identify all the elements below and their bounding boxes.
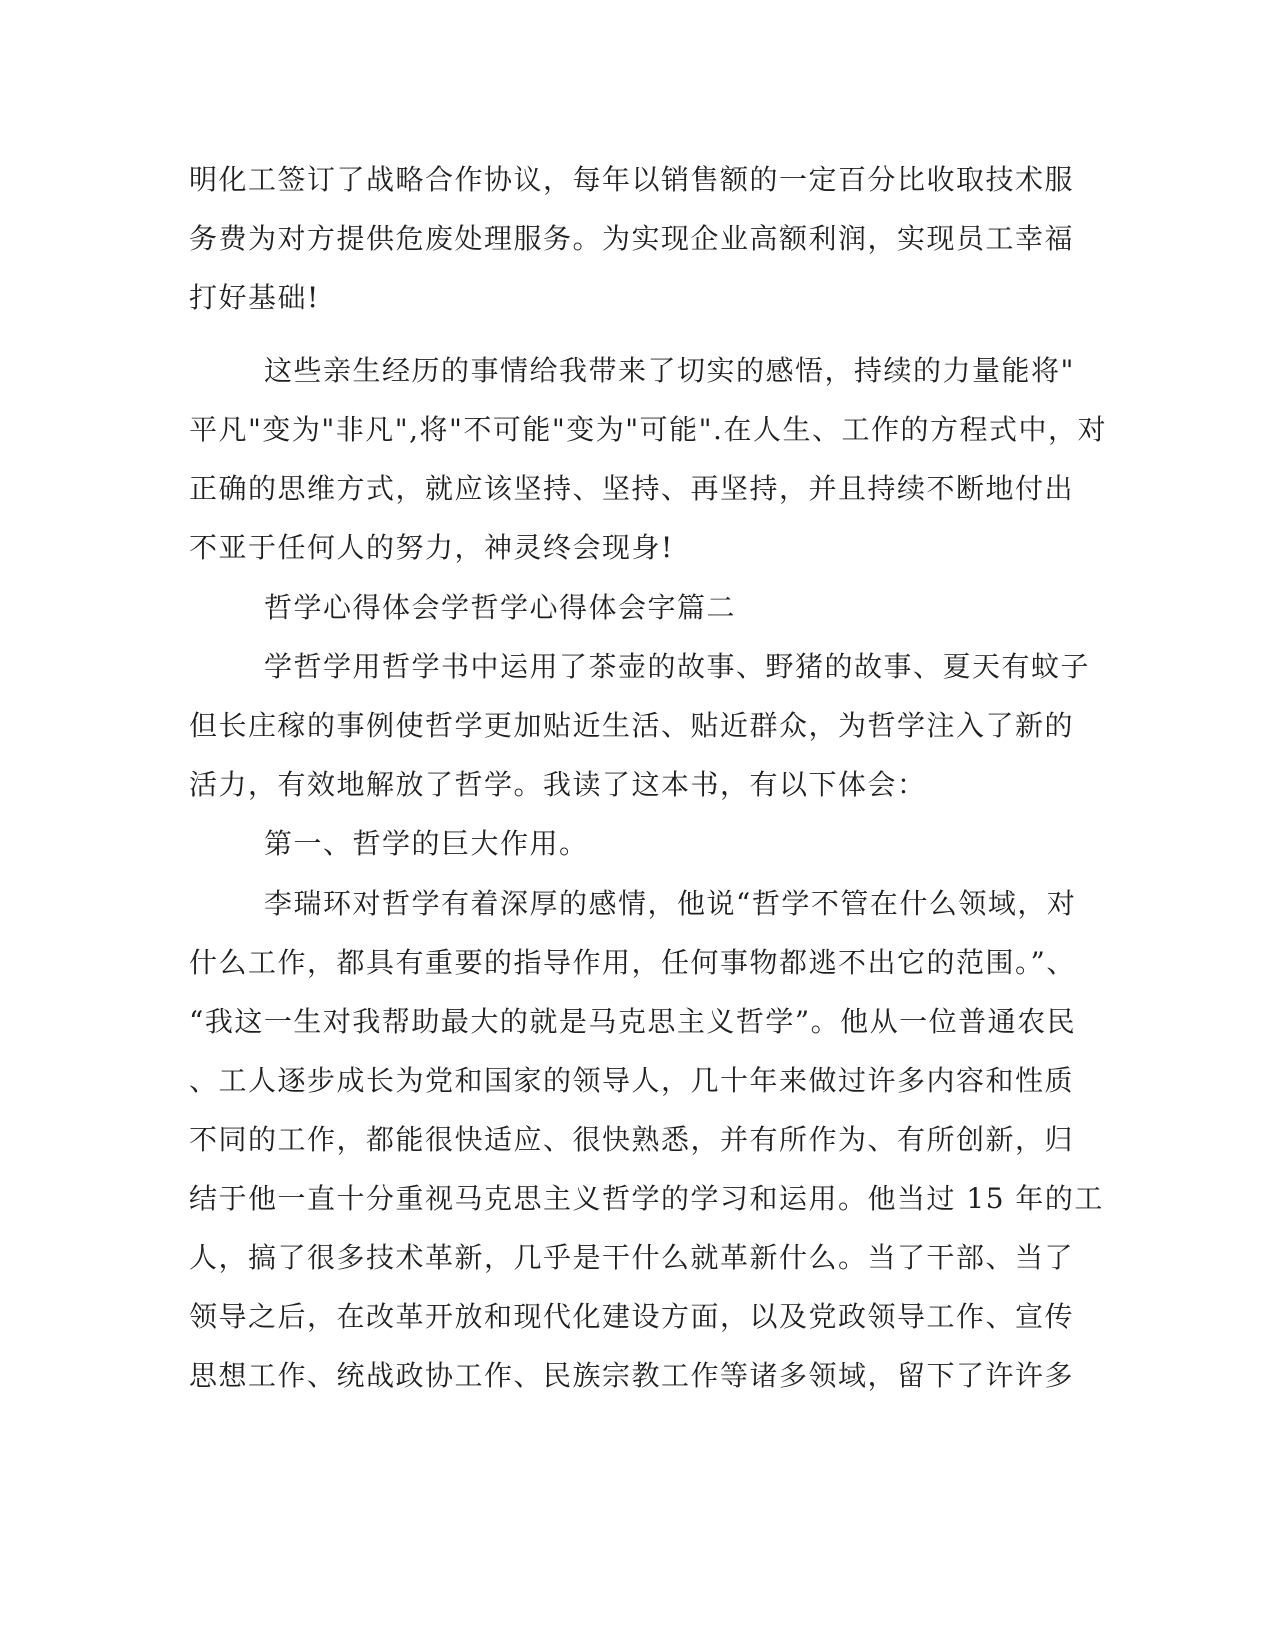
- text-line: 但长庄稼的事例使哲学更加贴近生活、贴近群众，为哲学注入了新的: [189, 709, 1075, 742]
- paragraph-first-line: 李瑞环对哲学有着深厚的感情，他说“哲学不管在什么领域，对: [264, 887, 1077, 920]
- text-line: 明化工签订了战略合作协议，每年以销售额的一定百分比收取技术服: [189, 163, 1075, 196]
- text-line: 思想工作、统战政协工作、民族宗教工作等诸多领域，留下了许许多: [189, 1359, 1075, 1392]
- text-line: 打好基础!: [189, 281, 320, 314]
- paragraph-first-line: 学哲学用哲学书中运用了茶壶的故事、野猪的故事、夏天有蚊子: [264, 650, 1091, 683]
- text-line: 务费为对方提供危废处理服务。为实现企业高额利润，实现员工幸福: [189, 222, 1075, 255]
- text-line: 什么工作，都具有重要的指导作用，任何事物都逃不出它的范围。”、: [189, 946, 1076, 979]
- text-line: 人，搞了很多技术革新，几乎是干什么就革新什么。当了干部、当了: [189, 1241, 1075, 1274]
- section-heading: 哲学心得体会学哲学心得体会字篇二: [264, 591, 737, 624]
- subheading: 第一、哲学的巨大作用。: [264, 827, 589, 860]
- text-line: 领导之后，在改革开放和现代化建设方面，以及党政领导工作、宣传: [189, 1300, 1075, 1333]
- text-line: 结于他一直十分重视马克思主义哲学的学习和运用。他当过 15 年的工: [189, 1182, 1104, 1215]
- text-line: 正确的思维方式，就应该坚持、坚持、再坚持，并且持续不断地付出: [189, 472, 1075, 505]
- text-line: 平凡"变为"非凡",将"不可能"变为"可能".在人生、工作的方程式中，对: [189, 413, 1107, 446]
- text-line: 不同的工作，都能很快适应、很快熟悉，并有所作为、有所创新，归: [189, 1123, 1075, 1156]
- text-line: 活力，有效地解放了哲学。我读了这本书，有以下体会：: [189, 768, 927, 801]
- paragraph-first-line: 这些亲生经历的事情给我带来了切实的感悟，持续的力量能将": [264, 354, 1075, 387]
- text-line: “我这一生对我帮助最大的就是马克思主义哲学”。他从一位普通农民: [189, 1005, 1077, 1038]
- text-line: 不亚于任何人的努力，神灵终会现身!: [189, 531, 674, 564]
- text-line: 、工人逐步成长为党和国家的领导人，几十年来做过许多内容和性质: [189, 1064, 1075, 1097]
